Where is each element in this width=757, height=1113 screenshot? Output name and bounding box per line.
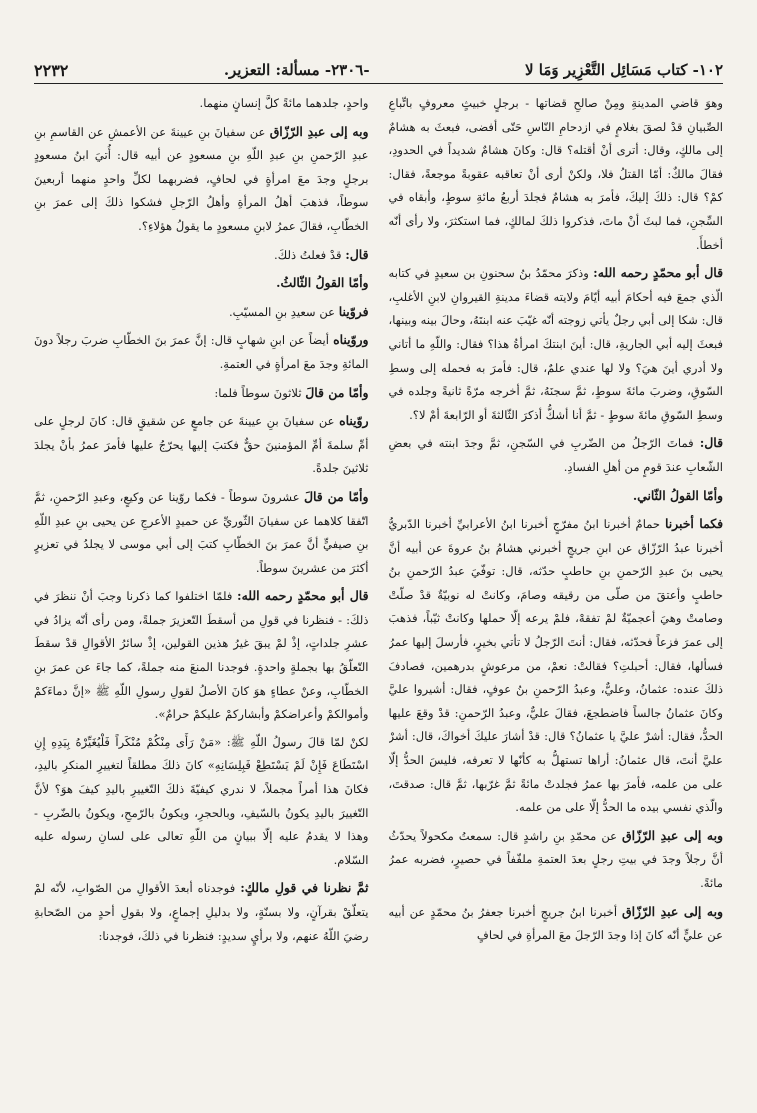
page-number: ٢٢٣٢ [34,60,69,80]
paragraph-text: فماتَ الرّجلُ من الضّربِ في السّجنِ، ثمَّ وجدَ ابنته في بعضِ الشّعابِ عندَ قومٍ من أهلِ الفسادِ. [388,436,723,474]
paragraph-text: عن محمّدِ بنِ راشدٍ قال: سمعتُ مكحولاً يحدّثُ أنَّ رجلاً وجدَ في بيتِ رجلٍ بعدَ العتمةِ ملفّفاً في حصيرٍ، فضربه عمرُ مائةً. [388,828,723,890]
paragraph-text: حمامٌ أخبرنا ابنُ مفرّجٍ أخبرنا ابنُ الأعرابيِّ أخبرنا الدّبريُّ أخبرنا عبدُ الرّزّاق عن ابنِ جريجٍ أخبرني هشامُ بنُ عروةَ عن أبيه أنَّ يحيى بنَ عبدِ الرّحمنِ بنِ حاطبٍ حدّثه، قال: توفّيَ عبدُ الرّحمنِ بنُ حاطبٍ وأعتقَ من صلّى من رقيقه وصامَ، وكانتْ له نوبيّةٌ قدْ صلّتْ وصامتْ وهيَ أعجميّةٌ لمْ تفقهْ، فلمْ يرعه إلّا حملها وكانتْ ثيّباً، فذهبَ إلى عمرَ فزعاً فحدّثه، فقال: أنتَ الرّجلُ لا تأتي بخيرٍ، فأرسلَ إليها عمرُ فسألها، فقال: أحبلتِ؟ فقالتْ: نعمْ، من مرعوشٍ بدرهمين، فصادفَ ذلكَ عنده: عثمانُ، وعليٌّ، وعبدُ الرّحمنِ بنُ عوفٍ، فقال: أشيروا عليَّ وكانَ عثمانُ جالساً فاضطجعَ، فقالَ عليٌّ، وعبدُ الرّحمنِ: قدْ وقعَ عليها الحدُّ، فقال: أشرْ عليَّ يا عثمانُ؟ قال: قدْ أشارَ عليكَ أخواكَ، قال: أشرْ عليَّ أنتَ، قال عثمانُ: أراها تستهلُّ به كأنّها لا تعرفه، فليسَ الحدُّ إلّا على من علمه، فأمرَ بها عمرُ فجلدتْ مائةً ثمَّ غرّبها، ثمَّ قال: صدقتَ، والّذي نفسي بيده ما الحدُّ إلّا على من علمه. [388,517,723,815]
paragraph-lead: روّيناه [339,413,369,429]
section-title: -٢٣٠٦- مسألة: التعزير. [223,61,370,79]
paragraph-lead: وبه إلى عبدِ الرّزّاق [269,123,369,139]
running-title: ١٠٢- كتاب مَسَائِل التَّعْزِير وَمَا لا [524,61,723,79]
paragraph [34,731,369,873]
right-column [389,92,724,1091]
paragraph [34,409,369,481]
page-header [34,52,723,88]
paragraph-text: ثلاثونَ سوطاً فلما: [214,385,302,400]
paragraph-text: عن سفيانَ بنِ عيينةَ عن الأعمشِ عن القاسمِ بنِ عبدِ الرّحمنِ بنِ عبدِ اللّهِ بنِ مسعودٍ عن أبيه قال: أُتيَ ابنُ مسعودٍ برجلٍ وجدَ معَ امرأةٍ في لحافٍ، فضربهما لكلِّ واحدٍ منهما أربعينَ سوطاً، فذهبَ أهلُ المرأةِ وأهلُ الرّجلِ فشكوا ذلكَ إلى عمرَ بنِ الخطّابِ، فقالَ عمرُ لابنِ مسعودٍ ما يقولُ هؤلاءِ؟. [34,124,369,233]
paragraph-text: عن سفيانَ بنِ عيينةَ عن جامعٍ عن شقيقٍ قال: كانَ لرجلٍ على أمِّ سلمةَ أمِّ المؤمنينَ حقٌّ فكتبَ إليها يحرّجُ عليها فأمرَ عمرُ بأنْ يجلدَ ثلاثينَ جلدةً. [34,414,369,476]
paragraph-text: فوجدناه أبعدَ الأقوالِ من الصّوابِ، لأنّه لمْ يتعلّقْ بقرآنٍ، ولا بسنّةٍ، ولا بدليلِ إجماعٍ، ولا بقولِ أحدٍ من الصّحابةِ رضيَ اللّهُ عنهم، ولا برأيٍ سديدٍ: فنظرنا في ذلكَ، فوجدنا: [34,881,369,943]
paragraph [389,512,724,820]
left-column [34,92,369,1091]
paragraph-text: قدْ فعلتُ ذلكَ. [274,247,342,262]
paragraph-text: عشرونَ سوطاً - فكما روّينا عن وكيعٍ، وعبدِ الرّحمنِ، ثمَّ اتّفقا كلاهما عن سفيانَ الثّوريِّ عن حميدٍ الأعرجِ عن يحيى بنِ عبدِ اللّهِ بنِ صيفيٍّ أنَّ عمرَ بنَ الخطّابِ كتبَ إلى أبي موسى لا يجلدُ في تعزيرٍ أكثرَ من عشرينَ سوطاً. [34,489,369,575]
paragraph-text: وهوَ قاضي المدينةِ ومِنْ صالحِ قضاتها - برجلٍ خبيثٍ معروفٍ باتِّباعِ الصِّبيانِ قدْ لصقَ بغلامٍ في ازدحامِ النّاسِ حَتّى أفضى، فبعثَ به هشامٌ إلى مالكٍ، وقال: أترى أنْ أقتله؟ قال: وكانَ هشامٌ شديداً في الحدودِ، فقالَ مالكٌ: أمّا القتلُ فلا، ولكنْ أرى أنْ تعاقبه عقوبةً موجعةً، فقال: كمْ؟ قال: ذلكَ إليكَ، فأمرَ به هشامٌ فجلدَ أربعُ مائةِ سوطٍ، وأبقاه في السِّجنِ، فما لبثَ أنْ ماتَ، فذكروا ذلكَ لمالكٍ، فما استكثرَ، ولا رأى أنّه أخطأَ. [388,96,723,252]
paragraph-lead: وبه إلى عبدِ الرّزّاق [621,903,723,919]
paragraph [389,261,724,427]
paragraph [34,120,369,239]
paragraph [34,584,369,727]
paragraph-lead: قال: [345,246,369,262]
paragraph-text: عن سعيدِ بنِ المسيّبِ. [228,304,336,319]
paragraph [389,431,724,479]
paragraph [34,328,369,376]
paragraph [34,300,369,325]
paragraph-lead: وروّيناه [333,332,369,348]
paragraph-text: أيضاً عن ابنِ شهابٍ قال: إنَّ عمرَ بنَ الخطّابِ ضربَ رجلاً دونَ المائةِ وجدَ معَ امرأةٍ في العتمةِ. [34,333,369,371]
paragraph-lead: قال أبو محمّدٍ رحمه الله: [593,265,723,281]
paragraph [389,484,724,509]
header-rule [34,83,723,84]
paragraph-lead: فروّينا [338,303,369,319]
paragraph [34,271,369,296]
paragraph-text: فلمّا اختلفوا كما ذكرنا وجبَ أنْ ننظرَ في ذلكَ: - فنظرنا في قولِ من أسقطَ التّعزيرَ جملةً، ومن رأى أنّه يزادُ في عشرِ جلداتٍ، إذْ لمْ يبقَ غيرُ هذين القولين، إذْ سائرُ الأقوالِ قدْ سقطَ التّعلّقُ بها بجملةٍ واحدةٍ. فوجدنا المنعَ منه جملةً، كما جاءَ عن عمرَ بنِ الخطّابِ، وعنْ عطاءٍ هوَ كانَ الأصلُ لقولِ رسولِ اللّهِ ﷺ «إنَّ دماءَكمْ وأموالكمْ وأعراضكمْ وأبشاركمْ عليكمْ حرامٌ». [34,589,369,722]
paragraph-lead: قال: [699,435,723,451]
paragraph-lead: وبه إلى عبدِ الرّزّاق [622,827,723,843]
paragraph-lead: وأمّا من قالَ [305,384,369,400]
paragraph [389,92,724,257]
paragraph [34,92,369,116]
paragraph [34,485,369,580]
paragraph-lead: قال أبو محمّدٍ رحمه الله: [237,588,369,604]
paragraph-lead: وأمّا من قالَ [303,488,369,504]
paragraph-text: وذكرَ محمّدُ بنُ سحنونِ بن سعيدٍ في كتابه الّذي جمعَ فيه أحكامَ أبيه أيّامَ ولايته قضاءَ مدينةِ القيروانِ لابنِ الأغلبِ، قال: شكا إلى أبي رجلٌ يأتي زوجته أنّه غيّبَ عنه ابنتَهُ، وحالَ بينه وبينها، فبعثَ إليه أبي الجاريةِ، قال: أينَ ابنتكَ امرأةُ هذا؟ فقال: واللّهِ ما أتاني ولا أدري أينَ هيَ؟ ولا لها عندي علمٌ، قال: فأمرَ به فحمله إلى وسطِ السّوقِ، وضربَ مائةَ سوطٍ، ثمَّ سجنَهُ، ثمَّ أخرجه مرّةً ثانيةً وجلده في وسطِ السّوقِ مائةَ سوطٍ - ثمَّ أنا أشكُّ أذكرَ الثّالثةَ أو الرّابعةَ أمْ لا؟. [388,266,723,422]
paragraph [34,381,369,406]
paragraph-lead: وأمّا القولُ الثّالثُ. [276,275,369,291]
paragraph-text: أخبرنا ابنُ جريجٍ أخبرنا جعفرُ بنُ محمّدٍ عن أبيه عن عليٍّ أنّه كانَ إذا وجدَ الرّجلَ معَ المرأةِ في لحافٍ [388,904,723,943]
paragraph-text: لكنْ لمّا قالَ رسولُ اللّهِ ﷺ: «مَنْ رَأَى مِنْكُمْ مُنْكَراً فَلْيُغَيِّرْهُ بِيَدِهِ إِنِ اسْتَطَاعَ فَإِنْ لَمْ يَسْتَطِعْ فَبِلِسَانِهِ» كانَ ذلكَ مطلقاً لتغييرِ المنكرِ باليدِ، فكانَ هذا أمراً مجملاً، لا ندري كيفيّةَ ذلكَ التّغييرِ باليدِ كيفَ هوَ؟ لأنَّ التّغييرَ باليدِ يكونُ بالسّيفِ، وبالحجرِ، ويكونُ بالرّمحِ، ويكونُ بالضّربِ - وهذا لا يقدمُ عليه إلّا ببيانٍ من اللّهِ تعالى على لسانِ رسوله عليه السّلام. [34,734,369,867]
paragraph [389,900,724,948]
paragraph [34,243,369,268]
paragraph-text: واحدٍ، جلدهما مائةً كلَّ إنسانٍ منهما. [199,96,369,110]
paragraph-lead: فكما أخبرنا [664,516,723,532]
paragraph-lead: ثمَّ نظرنا في قولِ مالكٍ: [240,880,369,896]
paragraph [34,876,369,948]
paragraph-lead: وأمّا القولُ الثّاني. [632,487,723,503]
paragraph [389,824,724,896]
text-columns [34,92,723,1091]
